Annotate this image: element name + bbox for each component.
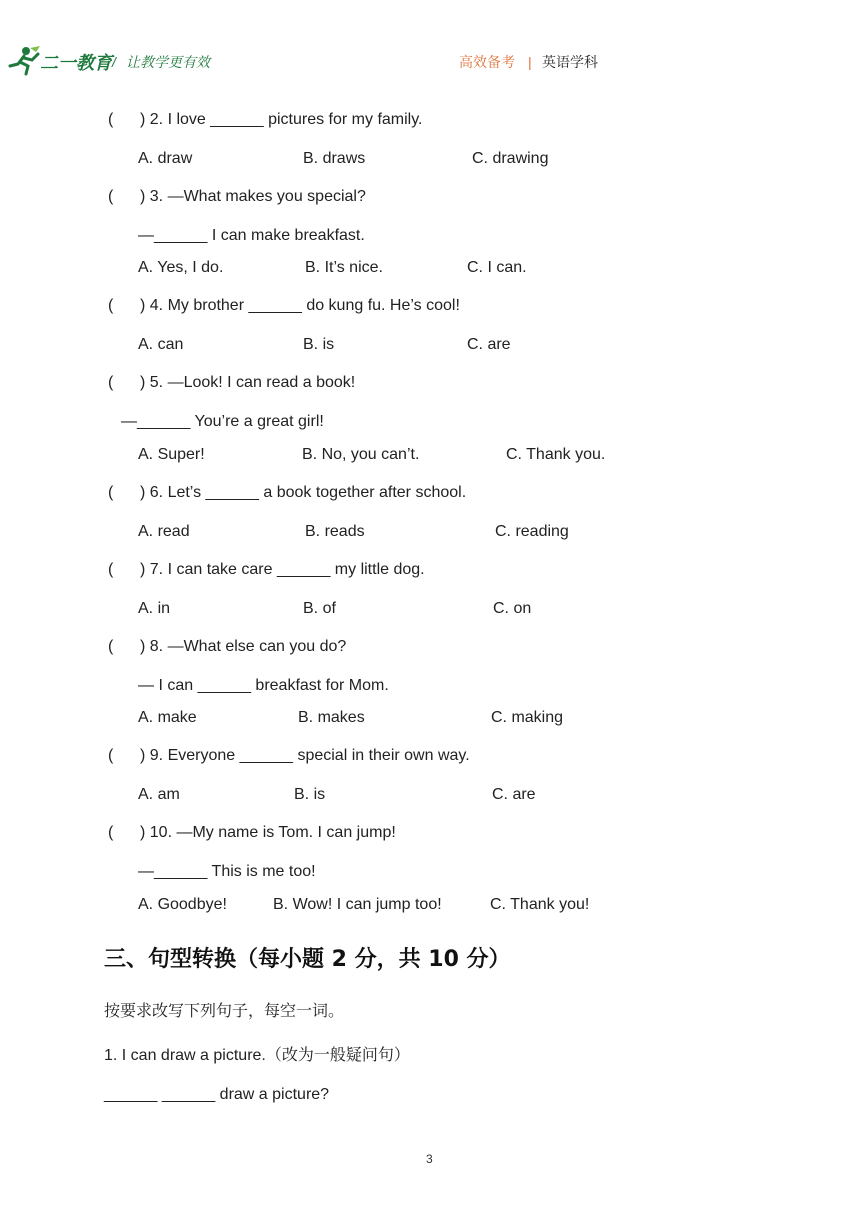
option-b: B. of	[303, 600, 336, 617]
question-sub: —______ I can make breakfast.	[138, 227, 365, 244]
question-stem: ) 9. Everyone ______ special in their own way.	[140, 747, 470, 764]
page-number: 3	[426, 1152, 433, 1166]
question-stem: ) 10. —My name is Tom. I can jump!	[140, 824, 396, 841]
question-stem: ) 2. I love ______ pictures for my family.	[140, 111, 423, 128]
option-a: A. Yes, I do.	[138, 259, 224, 276]
section-instruction: 按要求改写下列句子，每空一词。	[104, 1003, 345, 1020]
option-b: B. Wow! I can jump too!	[273, 896, 442, 913]
answer-paren: (	[108, 484, 114, 501]
option-b: B. reads	[305, 523, 365, 540]
option-a: A. read	[138, 523, 190, 540]
option-b: B. is	[303, 336, 335, 353]
question-stem: ) 8. —What else can you do?	[140, 638, 347, 655]
option-c: C. are	[492, 786, 536, 803]
option-c: C. drawing	[472, 150, 549, 167]
option-c: C. I can.	[467, 259, 527, 276]
option-c: C. are	[467, 336, 511, 353]
answer-paren: (	[108, 638, 114, 655]
option-b: B. It’s nice.	[305, 259, 383, 276]
option-c: C. Thank you.	[506, 446, 606, 463]
option-c: C. on	[493, 600, 532, 617]
slogan: 让教学更有效	[126, 54, 210, 70]
section-title: 三、句型转换（每小题 2 分，共 10 分）	[104, 947, 511, 972]
option-b: B. makes	[298, 709, 365, 726]
option-a: A. make	[138, 709, 197, 726]
question-sub: —______ You’re a great girl!	[121, 413, 324, 430]
question-stem: ) 4. My brother ______ do kung fu. He’s cool!	[140, 297, 460, 314]
answer-paren: (	[108, 297, 114, 314]
question-stem: ) 6. Let’s ______ a book together after school.	[140, 484, 467, 501]
rewrite-item-1-answer: ______ ______ draw a picture?	[104, 1086, 330, 1103]
header-right-title: 高效备考	[459, 54, 515, 70]
slogan-slash: /	[112, 54, 116, 70]
option-b: B. No, you can’t.	[302, 446, 420, 463]
answer-paren: (	[108, 111, 114, 128]
rewrite-item-1: 1. I can draw a picture.（改为一般疑问句）	[104, 1047, 410, 1064]
question-sub: —______ This is me too!	[138, 863, 316, 880]
answer-paren: (	[108, 188, 114, 205]
logo-text: 二一教育	[40, 53, 112, 73]
option-b: B. is	[294, 786, 326, 803]
option-a: A. in	[138, 600, 171, 617]
answer-paren: (	[108, 374, 114, 391]
option-b: B. draws	[303, 150, 366, 167]
header-subject: 英语学科	[542, 54, 598, 70]
option-c: C. reading	[495, 523, 569, 540]
answer-paren: (	[108, 824, 114, 841]
runner-logo-icon	[6, 46, 42, 76]
answer-paren: (	[108, 561, 114, 578]
option-c: C. Thank you!	[490, 896, 590, 913]
question-sub: — I can ______ breakfast for Mom.	[138, 677, 389, 694]
question-stem: ) 3. —What makes you special?	[140, 188, 366, 205]
header-separator: |	[528, 54, 532, 70]
answer-paren: (	[108, 747, 114, 764]
option-a: A. am	[138, 786, 180, 803]
option-a: A. draw	[138, 150, 193, 167]
option-a: A. can	[138, 336, 184, 353]
option-a: A. Super!	[138, 446, 205, 463]
question-stem: ) 5. —Look! I can read a book!	[140, 374, 356, 391]
option-c: C. making	[491, 709, 564, 726]
option-a: A. Goodbye!	[138, 896, 227, 913]
question-stem: ) 7. I can take care ______ my little dog.	[140, 561, 425, 578]
